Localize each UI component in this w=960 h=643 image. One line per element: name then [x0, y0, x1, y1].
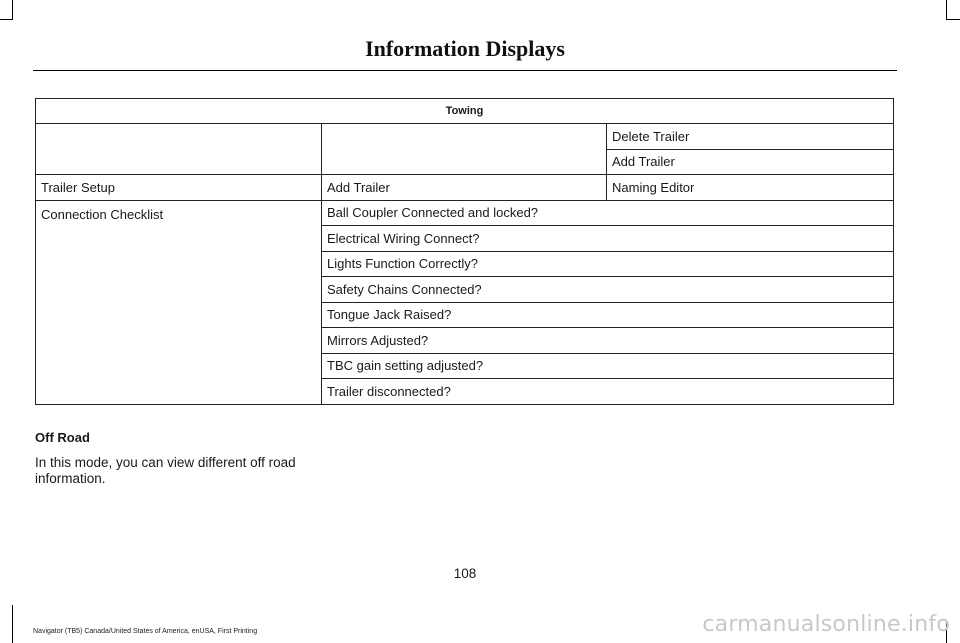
table-cell: Naming Editor: [607, 175, 894, 201]
table-cell: Add Trailer: [607, 149, 894, 175]
crop-mark-top-left-h: [0, 19, 13, 20]
table-cell: Add Trailer: [322, 175, 607, 201]
table-cell: Lights Function Correctly?: [322, 251, 894, 277]
table-cell: Safety Chains Connected?: [322, 277, 894, 303]
table-cell: Ball Coupler Connected and locked?: [322, 200, 894, 226]
section-body: In this mode, you can view different off road information.: [35, 455, 296, 486]
table-row: [36, 200, 894, 226]
table-cell: Mirrors Adjusted?: [322, 328, 894, 354]
table-cell: [322, 124, 607, 175]
page-title: Information Displays: [365, 36, 565, 61]
print-info: Navigator (TB5) Canada/United States of America, enUSA, First Printing: [33, 628, 258, 635]
table-cell: Connection Checklist: [36, 200, 322, 404]
crop-mark-top-left: [12, 0, 13, 20]
table-cell: [36, 124, 322, 175]
section-heading: Off Road: [35, 430, 90, 445]
crop-mark-bottom-left: [12, 605, 13, 643]
table-cell: Tongue Jack Raised?: [322, 302, 894, 328]
page-number: 108: [453, 566, 477, 581]
watermark: carmanualsonline.info: [702, 612, 950, 637]
table-cell: Trailer disconnected?: [322, 379, 894, 405]
towing-table: [35, 98, 894, 405]
table-cell: Electrical Wiring Connect?: [322, 226, 894, 252]
table-row: [36, 175, 894, 201]
table-cell: TBC gain setting adjusted?: [322, 353, 894, 379]
table-row: [36, 124, 894, 150]
table-cell: Trailer Setup: [36, 175, 322, 201]
table-cell: Delete Trailer: [607, 124, 894, 150]
table-header-row: [36, 99, 894, 124]
crop-mark-top-right-h: [946, 19, 960, 20]
header-divider: [33, 70, 897, 71]
crop-mark-top-right: [946, 0, 947, 20]
table-title: Towing: [36, 99, 894, 124]
